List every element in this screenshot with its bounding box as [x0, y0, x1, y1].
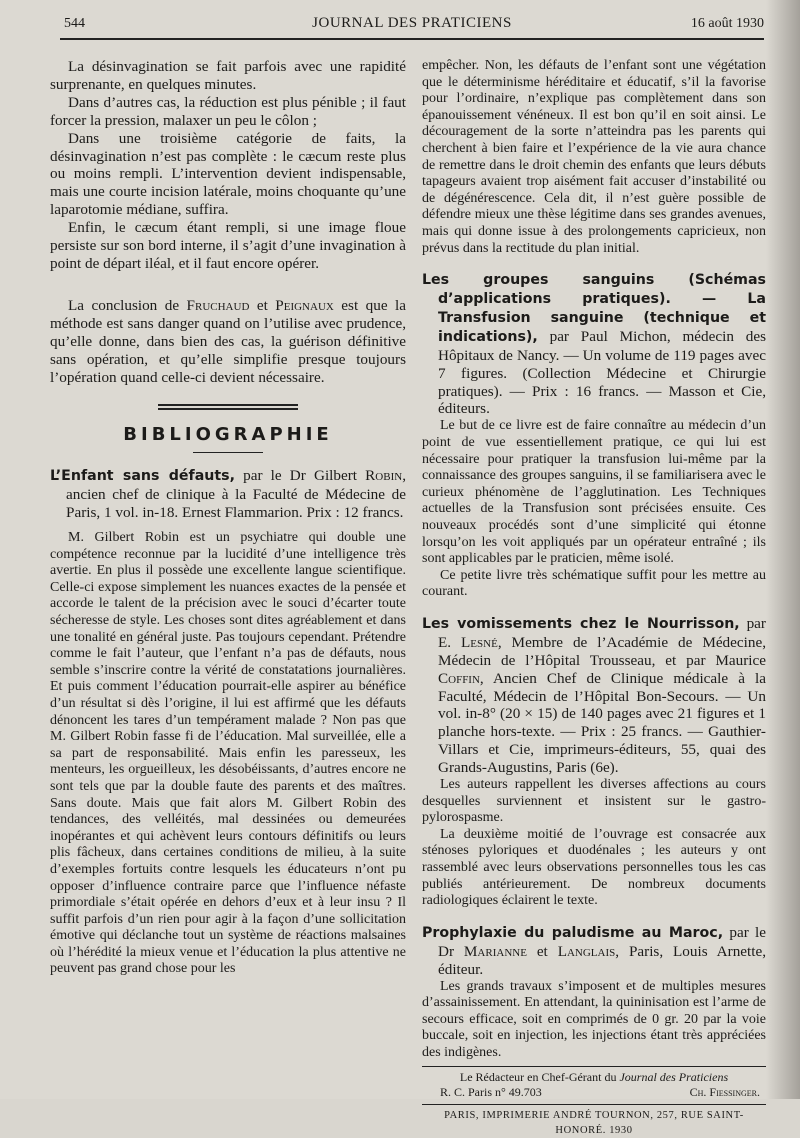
short-rule [193, 452, 263, 453]
review-text: Les auteurs rappellent les diverses affections au cours desquelles surviennent et insistent sur le gastro-pylorospasme. [422, 777, 766, 826]
book-entry [422, 271, 766, 418]
header-rule [60, 38, 764, 40]
text: et [526, 942, 558, 960]
section-title: BIBLIOGRAPHIE [123, 424, 333, 446]
colophon-rule [422, 1066, 766, 1067]
review-text: Le but de ce livre est de faire connaître au médecin d’un point de vue essentiellement pratique, ce qui lui est nécessaire pour pratiquer la transfusion lui-même par la connaissance des groupes sanguins, il se familiarisera avec le curieux phénomène de l’agglutination. Les Techniques actuelles de la Transfusion sont précisées ensuite. Ces nouveaux procédés sont d’une simplicité qui étonne lorsqu’on les voit appliqués par un opérateur entraîné ; ils sont applicables par le praticien, même isolé. [422, 418, 766, 567]
page-edge-shadow [766, 0, 800, 1099]
text: par le Dr Gilbert [234, 467, 366, 485]
review-text: Ce petite livre très schématique suffit pour les mettre au courant. [422, 567, 766, 600]
paragraph: Dans d’autres cas, la réduction est plus pénible ; il faut forcer la pression, malaxer un peu le côlon ; [50, 93, 406, 129]
running-header [60, 14, 764, 36]
colophon [422, 1066, 766, 1138]
issue-date: 16 août 1930 [690, 16, 764, 31]
review-text: Les grands travaux s’imposent et de multiples mesures d’assainissement. En attendant, la quininisation est l’arme de secours efficace, soit en comprimés de 0 gr. 20 par la voie buccale, soit en injection, les injections étant très appréciées des indigènes. [422, 978, 766, 1060]
author-name: Langlais [557, 942, 616, 960]
author-name: Fruchaud [186, 296, 250, 314]
text: par E. [438, 614, 766, 651]
text: , Paris, Louis Arnette, éditeur. [438, 942, 766, 978]
right-column [422, 58, 766, 1138]
printer-imprint: PARIS, IMPRIMERIE ANDRÉ TOURNON, 257, RUE SAINT-HONORÉ. 1930 [444, 1109, 744, 1136]
text: , Ancien Chef de Clinique médicale à la Faculté, Médecin de l’Hôpital Bon-Secours. — Un vol. in-8° (20 × 15) de 140 pages avec 21 figures et 1 planche hors-texte. — Prix : 25 francs. — Gauthier-Villars et Cie, imprimeurs-éditeurs, 55, quai des Grands-Augustins, Paris (6e). [438, 669, 766, 777]
author-name: Marianne [463, 942, 527, 960]
book-entry [422, 924, 766, 979]
author-name: Peignaux [275, 296, 334, 314]
colophon-rule [422, 1104, 766, 1105]
paragraph: Dans une troisième catégorie de faits, la désinvagination n’est pas complète : le cæcum reste plus ou moins rempli. L’intervention devient indispensable, mais une courte incision latérale, moins choquante qu’une laparotomie médiane, suffira. [50, 129, 406, 219]
text: La conclusion de [68, 296, 187, 314]
text: , Membre de l’Académie de Médecine, Médecin de l’Hôpital Trousseau, et par Maurice [438, 633, 766, 669]
text: Le Rédacteur en Chef-Gérant du [459, 1069, 620, 1084]
review-text: La deuxième moitié de l’ouvrage est consacrée aux sténoses pyloriques et duodénales ; les auteurs y ont rassemblé avec leurs observations personnelles tous les cas publiés antérieurement. De nombreux documents radiologiques éclairent le texte. [422, 826, 766, 909]
registry-number: R. C. Paris n° 49.703 [440, 1084, 542, 1099]
journal-title: JOURNAL DES PRATICIENS [312, 15, 512, 31]
book-title: Les vomissements chez le Nourrisson, [422, 615, 740, 632]
author-name: Coffin [438, 669, 480, 687]
section-heading-block [50, 404, 406, 453]
review-text: empêcher. Non, les défauts de l’enfant sont une végétation que le déterminisme héréditaire et éducatif, s’il la favorise pour l’ordinaire, n’explique pas complètement dans son épanouissement vénéneux. Il est bon qu’il en soit ainsi. Le découragement de la sorte n’atteindra pas les parents qui cherchent à bien faire et l’expérience de la vie aura chance de remettre dans le droit chemin des enfants que leurs débuts tapageurs avaient trop aisément fait accuser d’instabilité ou de dégénérescence. Cela dit, il n’est guère possible de défendre mieux une thèse légitime dans ses grandes avenues, mais qui donne issue à des prolongements capricieux, non prévus dans la rectitude du plan initial. [422, 58, 766, 256]
book-title: Les groupes sanguins (Schémas d’applications pratiques). — La Transfusion sanguine (technique et indications), [422, 272, 766, 345]
text: par le Dr [438, 923, 766, 960]
editor-name: Ch. Fiessinger. [689, 1084, 760, 1099]
page-number: 544 [64, 16, 85, 31]
conclusion-paragraph [50, 297, 406, 387]
review-text: M. Gilbert Robin est un psychiatre qui double une compétence reconnue par la lucidité d’une intelligence très avertie. En plus il possède une excellente langue scientifique. Celle-ci expose simplement les nuances exactes de la pensée et accorde le talent de la précision avec le souci d’écarter toute sécheresse de style. Les choses sont dites agréablement et dans une tonalité en général juste. Pas toujours cependant. Prétendre comme le fait l’auteur, que l’enfant n’a pas de défauts, nous semble s’inscrire contre la vérité de constatations journalières. Et puis comment l’éducation pourrait-elle aspirer au bénéfice d’un résultat si dès l’origine, il lui est affirmé que les défauts dénoncent les tares d’un tempérament malade ? Non pas que M. Gilbert Robin fasse fi de l’éducation. Mal surveillée, elle a sa part de responsabilité. Mais enfin les paresseux, les menteurs, les orgueilleux, les désobéissants, d’autres encore ne sont tels que par la double faute des parents et des maîtres. Sans doute. Mais que fait alors M. Gilbert Robin des tendances, des velléités, mal dessinées ou demeurées inopérantes et qui achèvent leurs contours définitifs ou leurs plis fâcheux, dans certaines conditions de milieu, à la suite d’exemples fortuits contre lesquels les éducateurs n’ont pu opposer d’influence contraire parce que l’influence néfaste primordiale s’était opérée en dehors d’eux et à leur insu ? Il suffit parfois d’un rien pour agir à la façon d’une sollicitation émotive qui déclanche tout un système de réactions malsaines où l’hérédité la mieux venue et l’éducation la plus attentive ne peuvent pas grand chose pour les [50, 530, 406, 977]
text: et [249, 296, 276, 314]
text: par Paul Michon, médecin des Hôpitaux de Nancy. — Un volume de 119 pages avec 7 figures. (Collection Médecine et Chirurgie pratiques). — Prix : 16 francs. — Masson et Cie, éditeurs. [438, 327, 766, 418]
double-rule [158, 404, 298, 410]
registry-line [422, 1085, 766, 1100]
book-title: L’Enfant sans défauts, [50, 468, 235, 485]
book-title: Prophylaxie du paludisme au Maroc, [422, 924, 724, 941]
text: est que la méthode est sans danger quand on l’utilise avec prudence, qu’elle donne, dans bien des cas, la guérison définitive sans opération, et qu’elle simplifie presque toujours l’opération quand celle-ci devient nécessaire. [50, 296, 406, 386]
text: , ancien chef de clinique à la Faculté de Médecine de Paris, 1 vol. in-18. Ernest Flammarion. Prix : 12 francs. [66, 467, 406, 522]
book-entry [50, 467, 406, 522]
paragraph: Enfin, le cæcum étant rempli, si une image floue persiste sur son bord interne, il s’agit d’une invagination à point de départ iléal, et il faut encore opérer. [50, 219, 406, 272]
left-column [50, 58, 406, 978]
paragraph: La désinvagination se fait parfois avec une rapidité surprenante, en quelques minutes. [50, 58, 406, 93]
editor-line [422, 1070, 766, 1085]
author-name: Robin [365, 467, 403, 485]
author-name: Lesné [461, 633, 498, 651]
book-entry [422, 615, 766, 777]
journal-name: Journal des Praticiens [619, 1069, 729, 1084]
